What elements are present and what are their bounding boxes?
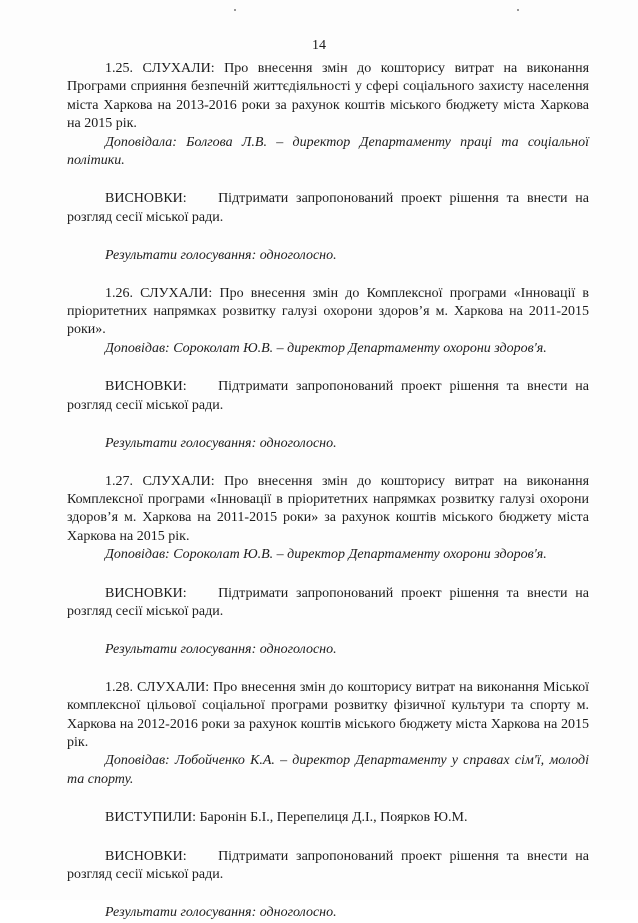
- heard-paragraph: [67, 60, 589, 134]
- heard-label: 1.25. СЛУХАЛИ:: [105, 61, 215, 76]
- conclusion-text: Підтримати запропонований проект рішення та внести на розгляд сесії міської ради.: [67, 379, 590, 413]
- heard-paragraph: [67, 473, 589, 547]
- speakers-paragraph: [67, 809, 589, 827]
- agenda-item-1-27: [67, 473, 589, 660]
- reporter-line: Доповідав: Сороколат Ю.В. – директор Департаменту охорони здоров'я.: [105, 547, 547, 563]
- heard-text: Про внесення змін до Комплексної програми «Інновації в пріоритетних напрямках розвитку галузі охорони здоров’я м. Харкова на 2011-2015 роки».: [67, 285, 590, 338]
- conclusion-label: ВИСНОВКИ:: [105, 848, 187, 864]
- reporter-line: Доповідав: Лобойченко К.А. – директор Департаменту у справах сім'ї, молоді та спорту.: [67, 753, 589, 787]
- conclusion-paragraph: [67, 848, 589, 885]
- scan-speck: [234, 9, 236, 11]
- heard-paragraph: [67, 285, 589, 340]
- voting-result: Результати голосування: одноголосно.: [105, 642, 337, 658]
- heard-label: 1.26. СЛУХАЛИ:: [105, 285, 213, 301]
- reporter-line: Доповідала: Болгова Л.В. – директор Департаменту праці та соціальної політики.: [67, 134, 589, 169]
- conclusion-paragraph: [67, 190, 589, 227]
- speakers-text: Баронін Б.І., Перепелиця Д.І., Поярков Ю.М.: [199, 810, 468, 826]
- voting-result: Результати голосування: одноголосно.: [105, 436, 337, 452]
- conclusion-paragraph: [67, 585, 589, 622]
- conclusion-label: ВИСНОВКИ:: [105, 379, 187, 395]
- voting-result: Результати голосування: одноголосно.: [105, 905, 337, 921]
- conclusion-text: Підтримати запропонований проект рішення та внести на розгляд сесії міської ради.: [67, 585, 590, 619]
- heard-text: Про внесення змін до кошторису витрат на виконання Міської комплексної цільової соціальної програми розвитку фізичної культури та спорту м. Харкова на 2012-2016 роки за рахунок коштів міського бюджету міста Харкова на 2015 рік.: [67, 679, 589, 750]
- agenda-item-1-28: [67, 679, 589, 923]
- conclusion-label: ВИСНОВКИ:: [105, 191, 187, 207]
- agenda-item-1-25: [67, 60, 589, 266]
- speakers-label: ВИСТУПИЛИ:: [105, 810, 196, 826]
- conclusion-label: ВИСНОВКИ:: [105, 585, 187, 601]
- conclusion-text: Підтримати запропонований проект рішення та внести на розгляд сесії міської ради.: [67, 848, 590, 882]
- conclusion-text: Підтримати запропонований проект рішення та внести на розгляд сесії міської ради.: [67, 191, 590, 225]
- agenda-item-1-26: [67, 285, 589, 454]
- heard-label: 1.28. СЛУХАЛИ:: [105, 679, 210, 695]
- voting-result: Результати голосування: одноголосно.: [105, 248, 337, 264]
- scan-speck: [517, 9, 519, 11]
- heard-text: Про внесення змін до кошторису витрат на виконання Програми сприяння безпечній життєдіяльності у сфері соціального захисту населення міста Харкова на 2013-2016 роки за рахунок коштів міського бюджету міста Харкова на 2015 рік.: [67, 61, 590, 132]
- conclusion-paragraph: [67, 378, 589, 415]
- page-number: 14: [312, 38, 326, 53]
- heard-text: Про внесення змін до кошторису витрат на виконання Комплексної програми «Інновації в пріоритетних напрямках розвитку галузі охорони здоров’я м. Харкова на 2011-2015 роки» за рахунок коштів міського бюджету міста Харкова на 2015 рік.: [67, 473, 590, 544]
- reporter-line: Доповідав: Сороколат Ю.В. – директор Департаменту охорони здоров'я.: [105, 340, 547, 356]
- document-body: [67, 60, 589, 923]
- heard-paragraph: [67, 679, 589, 753]
- heard-label: 1.27. СЛУХАЛИ:: [105, 473, 215, 489]
